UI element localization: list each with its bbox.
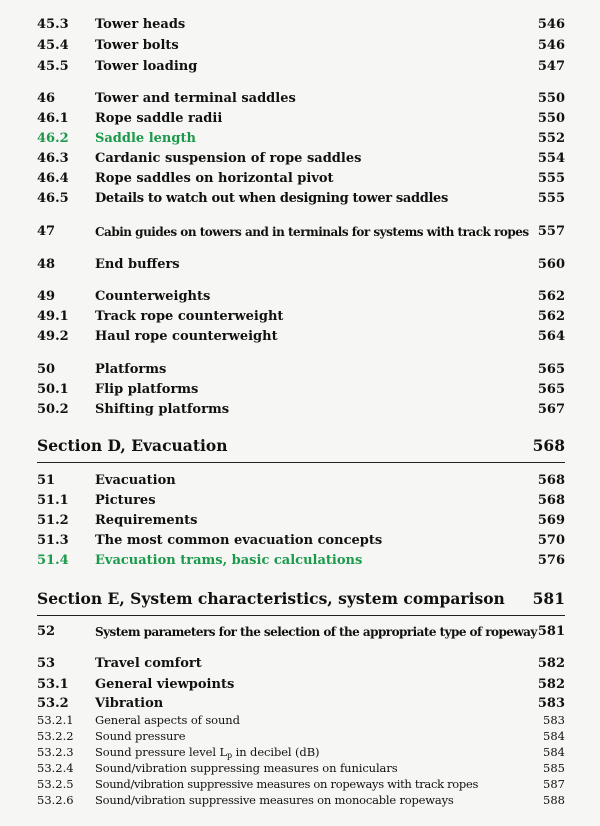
entry-page: 565 [537, 362, 565, 377]
entry-title: Travel comfort [95, 656, 202, 671]
entry-number: 48 [37, 257, 56, 272]
entry-number: 51.2 [37, 513, 69, 528]
entry-title: Tower bolts [95, 38, 179, 53]
entry-page: 560 [537, 257, 565, 272]
toc-entry-highlighted[interactable] [0, 551, 600, 571]
entry-title: Sound/vibration suppressing measures on funiculars [95, 761, 398, 775]
entry-number: 53.2.2 [37, 729, 74, 743]
entry-title: Track rope counterweight [95, 309, 284, 324]
entry-title: Tower heads [95, 17, 186, 32]
entry-number: 53.2.6 [37, 793, 74, 807]
entry-number: 49.1 [37, 309, 69, 324]
toc-entry[interactable] [0, 622, 600, 642]
toc-subentry[interactable] [0, 776, 600, 792]
entry-page: 550 [537, 111, 565, 126]
entry-page: 576 [537, 553, 565, 568]
entry-page: 552 [537, 131, 565, 146]
section-divider [37, 615, 565, 616]
entry-number: 51.3 [37, 533, 69, 548]
section-page: 581 [532, 589, 565, 608]
entry-title: Saddle length [95, 131, 196, 146]
entry-page: 546 [537, 38, 565, 53]
entry-title: Tower and terminal saddles [95, 91, 296, 106]
entry-title: General viewpoints [95, 677, 235, 692]
toc-entry[interactable] [0, 400, 600, 420]
entry-page: 584 [543, 745, 565, 759]
toc-entry[interactable] [0, 360, 600, 380]
entry-number: 53.2 [37, 696, 69, 711]
toc-entry[interactable] [0, 109, 600, 129]
entry-title: Sound/vibration suppressive measures on ropeways with track ropes [95, 777, 479, 791]
toc-subentry[interactable] [0, 792, 600, 808]
section-divider [37, 462, 565, 463]
entry-page: 547 [537, 59, 565, 74]
section-heading[interactable] [0, 586, 600, 612]
toc-entry[interactable] [0, 255, 600, 275]
entry-number: 50.1 [37, 382, 69, 397]
entry-page: 583 [543, 713, 565, 727]
entry-number: 46 [37, 91, 56, 106]
entry-title: General aspects of sound [95, 713, 240, 727]
entry-page: 583 [537, 696, 565, 711]
entry-title: Sound/vibration suppressive measures on monocable ropeways [95, 793, 454, 807]
toc-entry[interactable] [0, 694, 600, 714]
entry-number: 52 [37, 624, 56, 639]
entry-title: Counterweights [95, 289, 211, 304]
entry-page: 585 [543, 761, 565, 775]
entry-page: 588 [543, 793, 565, 807]
entry-page: 567 [537, 402, 565, 417]
entry-title: Evacuation trams, basic calculations [95, 553, 363, 568]
entry-page: 562 [537, 309, 565, 324]
toc-entry[interactable] [0, 491, 600, 511]
entry-page: 581 [537, 624, 565, 639]
entry-number: 53.2.1 [37, 713, 74, 727]
toc-entry[interactable] [0, 287, 600, 307]
entry-page: 550 [537, 91, 565, 106]
entry-page: 569 [537, 513, 565, 528]
entry-number: 45.4 [37, 38, 69, 53]
toc-entry[interactable] [0, 57, 600, 77]
toc-subentry[interactable] [0, 728, 600, 744]
entry-page: 555 [537, 171, 565, 186]
toc-entry[interactable] [0, 36, 600, 56]
entry-page: 555 [537, 191, 565, 206]
entry-title: Cardanic suspension of rope saddles [95, 151, 362, 166]
section-page: 568 [532, 436, 565, 455]
entry-title: Cabin guides on towers and in terminals for systems with track ropes [95, 225, 529, 239]
entry-title-part: Sound pressure level L [95, 745, 228, 759]
toc-subentry[interactable] [0, 760, 600, 776]
entry-title: Requirements [95, 513, 198, 528]
entry-title: Rope saddles on horizontal pivot [95, 171, 334, 186]
entry-title: The most common evacuation concepts [95, 533, 383, 548]
entry-number: 49.2 [37, 329, 69, 344]
toc-entry[interactable] [0, 327, 600, 347]
entry-page: 564 [537, 329, 565, 344]
entry-page: 546 [537, 17, 565, 32]
entry-title: Flip platforms [95, 382, 199, 397]
entry-page: 565 [537, 382, 565, 397]
toc-entry[interactable] [0, 675, 600, 695]
section-title: Section D, Evacuation [37, 436, 228, 455]
toc-entry[interactable] [0, 189, 600, 209]
toc-entry[interactable] [0, 380, 600, 400]
entry-number: 50 [37, 362, 56, 377]
entry-number: 49 [37, 289, 56, 304]
section-title: Section E, System characteristics, system comparison [37, 589, 505, 608]
toc-entry[interactable] [0, 169, 600, 189]
entry-number: 45.5 [37, 59, 69, 74]
entry-number: 53.2.3 [37, 745, 74, 759]
entry-number: 47 [37, 224, 56, 239]
entry-title: System parameters for the selection of the appropriate type of ropeway [95, 625, 537, 639]
entry-number: 53.2.5 [37, 777, 74, 791]
entry-number: 46.4 [37, 171, 69, 186]
entry-page: 570 [537, 533, 565, 548]
entry-page: 557 [537, 224, 565, 239]
entry-title: Shifting platforms [95, 402, 230, 417]
entry-page: 568 [537, 473, 565, 488]
toc-subentry[interactable] [0, 744, 600, 760]
toc-entry[interactable] [0, 15, 600, 35]
entry-number: 46.1 [37, 111, 69, 126]
toc-entry-highlighted[interactable] [0, 129, 600, 149]
entry-title: Details to watch out when designing tower saddles [95, 191, 448, 206]
toc-entry[interactable] [0, 307, 600, 327]
entry-number: 50.2 [37, 402, 69, 417]
entry-page: 582 [537, 656, 565, 671]
entry-title-part: in decibel (dB) [232, 745, 320, 759]
entry-title: Pictures [95, 493, 156, 508]
entry-number: 53.1 [37, 677, 69, 692]
toc-subentry[interactable] [0, 712, 600, 728]
entry-number: 46.3 [37, 151, 69, 166]
toc-entry[interactable] [0, 511, 600, 531]
entry-title: End buffers [95, 257, 180, 272]
section-heading[interactable] [0, 433, 600, 459]
toc-entry[interactable] [0, 149, 600, 169]
entry-title: Vibration [95, 696, 164, 711]
entry-page: 568 [537, 493, 565, 508]
toc-entry[interactable] [0, 531, 600, 551]
entry-title: Sound pressure [95, 729, 186, 743]
entry-page: 582 [537, 677, 565, 692]
entry-page: 587 [543, 777, 565, 791]
entry-title: Haul rope counterweight [95, 329, 278, 344]
toc-entry[interactable] [0, 654, 600, 674]
entry-page: 562 [537, 289, 565, 304]
entry-title: Evacuation [95, 473, 176, 488]
entry-title: Tower loading [95, 59, 198, 74]
entry-title: Platforms [95, 362, 167, 377]
entry-number: 46.2 [37, 131, 69, 146]
entry-title: Rope saddle radii [95, 111, 223, 126]
toc-entry[interactable] [0, 471, 600, 491]
entry-number: 46.5 [37, 191, 69, 206]
entry-number: 53 [37, 656, 56, 671]
entry-number: 45.3 [37, 17, 69, 32]
entry-number: 51.1 [37, 493, 69, 508]
toc-entry[interactable] [0, 89, 600, 109]
toc-entry[interactable] [0, 222, 600, 242]
entry-page: 584 [543, 729, 565, 743]
entry-title-subscript: p [227, 751, 233, 760]
entry-number: 53.2.4 [37, 761, 74, 775]
entry-number: 51.4 [37, 553, 69, 568]
entry-number: 51 [37, 473, 56, 488]
entry-page: 554 [537, 151, 565, 166]
